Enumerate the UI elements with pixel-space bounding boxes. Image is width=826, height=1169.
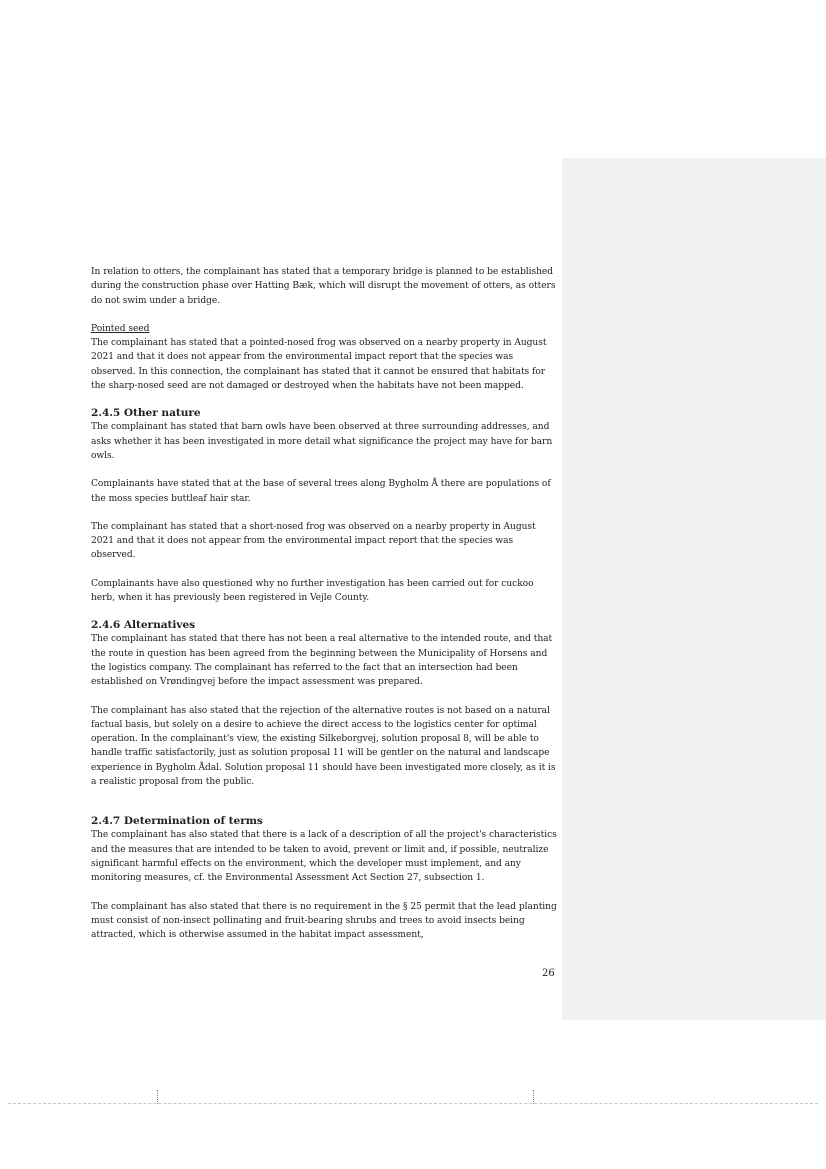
scan-tick-mark	[533, 1090, 536, 1104]
paragraph-terms-2: The complainant has also stated that there is no requirement in the § 25 permit that the lead planting must consist of non-insect pollinating and fruit-bearing shrubs and trees to avoid insects being attracted, which is otherwise assumed in the habitat impact assessment,	[91, 901, 557, 941]
heading-2-4-6: 2.4.6 Alternatives	[91, 619, 196, 632]
paragraph-cuckoo-herb: Complainants have also questioned why no further investigation has been carried out for cuckoo herb, when it has previously been registered in Vejle County.	[91, 578, 534, 604]
paragraph-barn-owls: The complainant has stated that barn owls have been observed at three surrounding addresses, and asks whether it has been investigated in more detail what significance the project may have for barn owls.	[91, 422, 553, 461]
paragraph-terms-1: The complainant has also stated that there is a lack of a description of all the project's characteristics and the measures that are intended to be taken to avoid, prevent or limit and, if possible, neutralize significant harmful effects on the environment, which the developer must implement, and any monitoring measures, cf. the Environmental Assessment Act Section 27, subsection 1.	[91, 830, 557, 884]
pointed-seed-title: Pointed seed	[91, 323, 150, 334]
scan-shade-area	[562, 158, 826, 1020]
pointed-seed-text: The complainant has stated that a pointed-nosed frog was observed on a nearby property in August 2021 and that it does not appear from the environmental impact report that the species was observed. In this connection, the complainant has stated that it cannot be ensured that habitats for the sharp-nosed seed are not damaged or destroyed when the habitats have not been mapped.	[91, 338, 547, 392]
page-number: 26	[542, 968, 555, 979]
heading-2-4-5: 2.4.5 Other nature	[91, 407, 201, 420]
paragraph-otters: In relation to otters, the complainant has stated that a temporary bridge is planned to be established during the construction phase over Hatting Bæk, which will disrupt the movement of otters, as otters do not swim under a bridge.	[91, 267, 556, 306]
paragraph-alternatives-1: The complainant has stated that there has not been a real alternative to the intended route, and that the route in question has been agreed from the beginning between the Municipality of Horsens and the logistics company. The complainant has referred to the fact that an intersection had been established on Vrøndingvej before the impact assessment was prepared.	[91, 634, 553, 688]
scan-footer-line	[8, 1103, 818, 1104]
paragraph-alternatives-2: The complainant has also stated that the rejection of the alternative routes is not based on a natural factual basis, but solely on a desire to achieve the direct access to the logistics center for optimal operation. In the complainant's view, the existing Silkeborgvej, solution proposal 8, will be able to handle traffic satisfactorily, just as solution proposal 11 will be gentler on the natural and landscape experience in Bygholm Ådal. Solution proposal 11 should have been investigated more closely, as it is a realistic proposal from the public.	[91, 705, 556, 788]
document-body	[91, 265, 559, 956]
scan-tick-mark	[157, 1090, 160, 1104]
pointed-seed-block	[91, 322, 559, 393]
heading-2-4-7: 2.4.7 Determination of terms	[91, 815, 263, 828]
paragraph-moss: Complainants have stated that at the base of several trees along Bygholm Å there are populations of the moss species buttleaf hair star.	[91, 479, 551, 504]
paragraph-short-nosed-frog: The complainant has stated that a short-nosed frog was observed on a nearby property in August 2021 and that it does not appear from the environmental impact report that the species was observed.	[91, 521, 536, 561]
